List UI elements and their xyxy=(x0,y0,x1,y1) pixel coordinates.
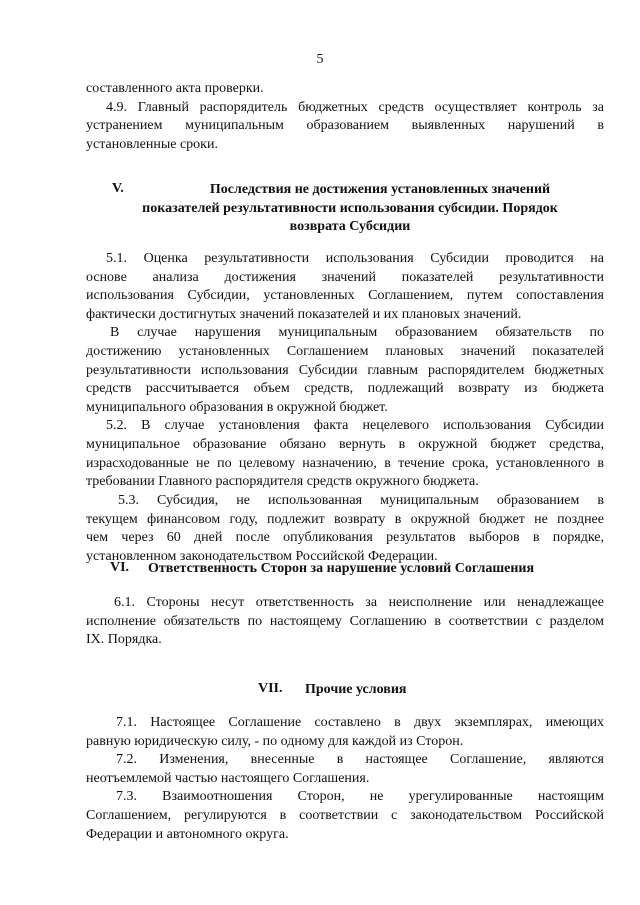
paragraph-5-1 xyxy=(86,250,604,324)
text-line: достижению установленных Соглашением плановых значений показателей xyxy=(86,343,604,359)
text-line: текущем финансовом году, подлежит возврату в окружной бюджет не позднее xyxy=(86,511,604,527)
section-vi-title: Ответственность Сторон за нарушение условий Соглашения xyxy=(148,561,535,576)
text-line: IX. Порядка. xyxy=(86,632,162,648)
text-line: муниципальное образование обязано вернуть в окружной бюджет средства, xyxy=(86,436,604,452)
text-line: фактически достигнутых значений показателей и их плановых значений. xyxy=(86,306,522,322)
text-line: исполнение обязательств по настоящему Соглашению в соответствии с разделом xyxy=(86,613,604,629)
title-line: возврата Субсидии xyxy=(289,219,411,235)
text-line: 5.2. В случае установления факта нецелевого использования Субсидии xyxy=(106,418,604,434)
title-line: Последствия не достижения установленных значений xyxy=(209,182,551,197)
paragraph-5-1-b xyxy=(86,324,604,417)
section-vi-number: VI. xyxy=(110,560,130,575)
title-line: показателей результативности использования субсидии. Порядок xyxy=(142,200,558,216)
text-line: 7.1. Настоящее Соглашение составлено в двух экземплярах, имеющих xyxy=(116,715,604,730)
text-line: 4.9. Главный распорядитель бюджетных средств осуществляет контроль за xyxy=(106,99,604,115)
text-line: муниципального образования в окружной бюджет. xyxy=(86,399,388,415)
section-vii-number: VII. xyxy=(258,681,283,696)
text-line: установленном законодательством Российской Федерации. xyxy=(86,548,438,564)
section-vii-title: Прочие условия xyxy=(305,682,407,697)
text-line: 5.1. Оценка результативности использования Субсидии проводится на xyxy=(106,251,604,266)
text-line: средств рассчитывается объем средств, подлежащий возврату из бюджета xyxy=(86,381,604,397)
text-line: неотъемлемой частью настоящего Соглашения. xyxy=(86,770,370,786)
paragraph-4-9 xyxy=(86,99,604,155)
paragraph-7-3 xyxy=(86,788,604,844)
text-line: Федерации и автономного округа. xyxy=(86,826,289,842)
text-line: результативности использования Субсидии главным распорядителем бюджетных xyxy=(86,362,604,378)
text-line: В случае нарушения муниципальным образованием обязательств по xyxy=(110,325,604,341)
paragraph-4-8-end xyxy=(86,80,604,99)
text-line: 6.1. Стороны несут ответственность за неисполнение или ненадлежащее xyxy=(114,595,604,610)
text-line: 7.3. Взаимоотношения Сторон, не урегулированные настоящим xyxy=(116,789,604,805)
paragraph-6-1 xyxy=(86,594,604,650)
text-line: 5.3. Субсидия, не использованная муниципальным образованием в xyxy=(118,493,604,508)
text-line: 7.2. Изменения, внесенные в настоящее Соглашение, являются xyxy=(116,752,604,768)
paragraph-5-3 xyxy=(86,492,604,566)
text-line: установленные сроки. xyxy=(86,136,218,152)
text-line: израсходованные не по целевому назначению, в течение срока, установленного в xyxy=(86,455,604,471)
text-line: устранением муниципальным образованием выявленных нарушений в xyxy=(86,118,604,134)
text-line: основе анализа достижения значений показателей результативности xyxy=(86,269,604,285)
text-line: равную юридическую силу, - по одному для каждой из Сторон. xyxy=(86,733,464,749)
text-line: Соглашением, регулируются в соответствии с законодательством Российской xyxy=(86,807,604,823)
text-line: использования Субсидии, установленных Соглашением, путем сопоставления xyxy=(86,288,604,304)
section-v-title xyxy=(120,181,580,237)
page-number: 5 xyxy=(316,52,324,67)
paragraph-5-2 xyxy=(86,417,604,491)
section-v-number: V. xyxy=(112,181,124,196)
paragraph-7-2 xyxy=(86,751,604,788)
text-line: чем через 60 дней после опубликования результатов выборов в порядке, xyxy=(86,530,604,546)
paragraph-7-1 xyxy=(86,714,604,751)
text-line: требовании Главного распорядителя средств окружного бюджета. xyxy=(86,474,479,490)
text-line: составленного акта проверки. xyxy=(86,81,264,96)
